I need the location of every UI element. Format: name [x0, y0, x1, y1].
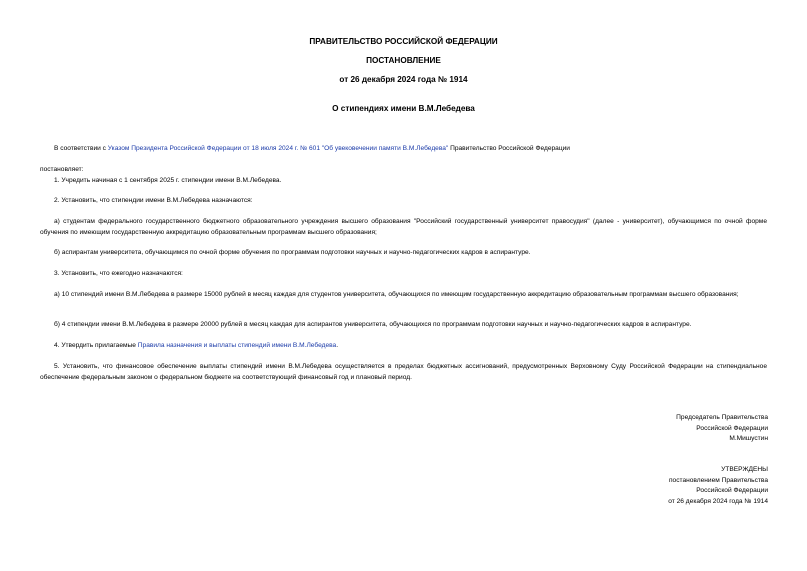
date-number-heading: от 26 декабря 2024 года № 1914	[339, 75, 468, 84]
preamble	[40, 144, 767, 155]
paragraph-3b: б) 4 стипендии имени В.М.Лебедева в размере 20000 рублей в месяц каждая для аспирантов университета, обучающихся по программам подготовки научных и научно-педагогических кадров в аспирантуре.	[54, 321, 692, 328]
government-heading: ПРАВИТЕЛЬСТВО РОССИЙСКОЙ ФЕДЕРАЦИИ	[309, 37, 498, 46]
paragraph-4-end: .	[336, 342, 339, 349]
document-title: О стипендиях имени В.М.Лебедева	[332, 104, 475, 113]
paragraph-5: 5. Установить, что финансовое обеспечение выплаты стипендий имени В.М.Лебедева осуществляется в пределах бюджетных ассигнований, предусмотренных Верховному Суду Российской Федерации на стипендиальное обеспечение федеральным законом о федеральном бюджете на соответствующий финансовый год и плановый период.	[40, 363, 767, 381]
paragraph-3a: а) 10 стипендий имени В.М.Лебедева в размере 15000 рублей в месяц каждая для студентов университета, обучающихся по имеющим государственную аккредитацию образовательным программам высшего образования;	[54, 291, 739, 298]
paragraph-2a: а) студентам федерального государственного бюджетного образовательного учреждения высшего образования "Российский государственный университет правосудия" (далее - университет), обучающимся по очной форме обучения по имеющим государственную аккредитацию образовательным программам высшего образования;	[40, 218, 767, 236]
paragraph-1: 1. Учредить начиная с 1 сентября 2025 г. стипендии имени В.М.Лебедева.	[54, 177, 282, 184]
paragraph-4	[40, 341, 767, 352]
signature-block	[676, 413, 768, 445]
document-type-heading: ПОСТАНОВЛЕНИЕ	[366, 56, 441, 65]
paragraph-3: 3. Установить, что ежегодно назначаются:	[54, 270, 183, 277]
approval-line-4: от 26 декабря 2024 года № 1914	[668, 497, 768, 505]
paragraph-4-text: 4. Утвердить прилагаемые	[54, 342, 138, 349]
paragraph-2: 2. Установить, что стипендии имени В.М.Лебедева назначаются:	[54, 197, 253, 204]
preamble-text-start: В соответствии с	[54, 145, 108, 152]
approval-heading: УТВЕРЖДЕНЫ	[721, 466, 768, 473]
signature-name: М.Мишустин	[729, 435, 768, 443]
approval-block	[668, 465, 768, 507]
preamble-text-end: Правительство Российской Федерации	[448, 145, 570, 152]
approval-line-3: Российской Федерации	[696, 487, 768, 495]
rules-link[interactable]: Правила назначения и выплаты стипендий имени В.М.Лебедева	[137, 342, 337, 349]
decree-link[interactable]: Указом Президента Российской Федерации от 18 июля 2024 г. № 601 "Об увековечении памяти В.М.Лебедева"	[107, 145, 449, 152]
signature-position: Председатель Правительства	[676, 414, 768, 421]
resolves-text: постановляет:	[40, 166, 84, 173]
signature-organization: Российской Федерации	[696, 424, 768, 432]
approval-line-2: постановлением Правительства	[668, 476, 768, 484]
paragraph-2b: б) аспирантам университета, обучающимся по очной форме обучения по программам подготовки научных и научно-педагогических кадров в аспирантуре.	[54, 249, 531, 256]
